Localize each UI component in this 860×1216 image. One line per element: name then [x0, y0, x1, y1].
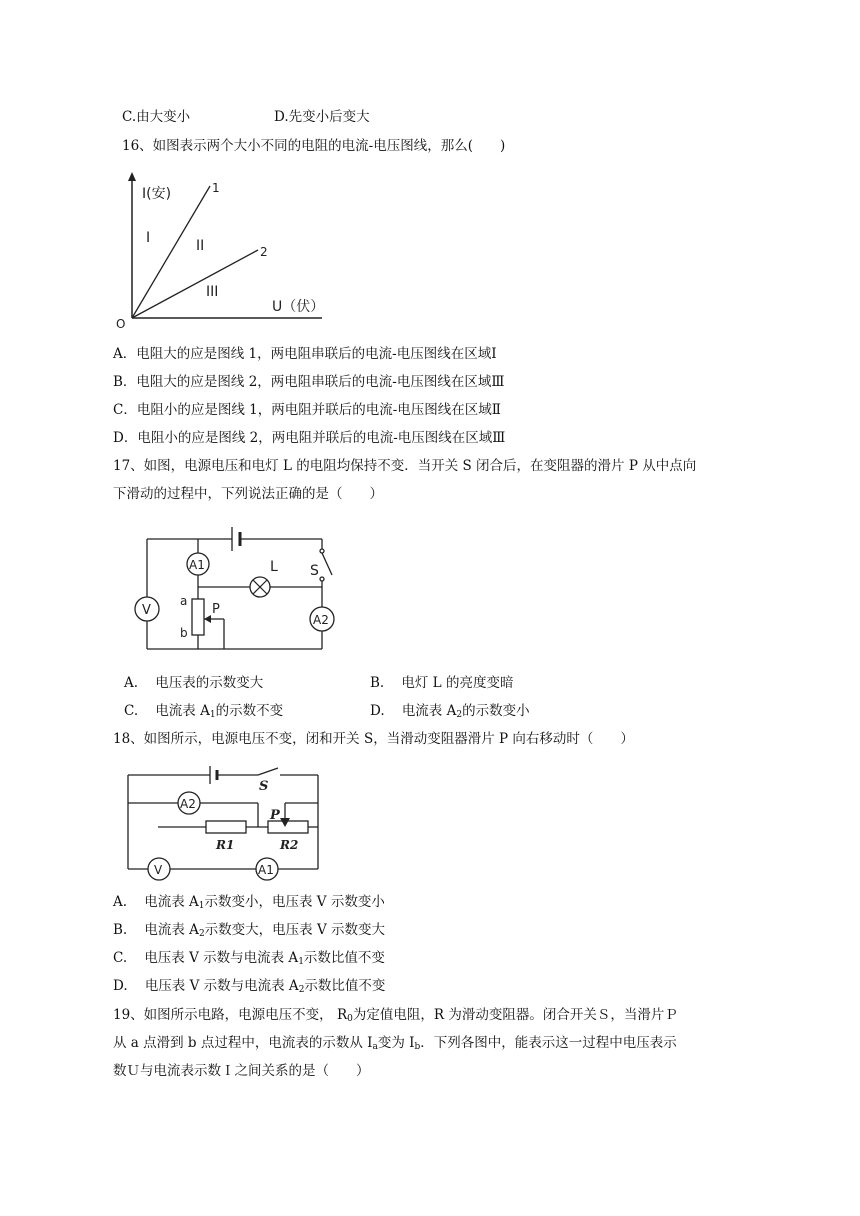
- q17-option-b-text: 电灯 L 的亮度变暗: [401, 675, 514, 691]
- q17-option-a: [124, 674, 263, 692]
- q18-voltmeter: V: [154, 863, 163, 877]
- q16-region-2: II: [196, 238, 205, 254]
- q17-option-a-text: 电压表的示数变大: [155, 675, 264, 691]
- q19-line2-text-mid: 变为 I: [377, 1035, 415, 1051]
- q16-line1-label: 1: [212, 181, 220, 195]
- q18-option-b-label: B.: [113, 922, 128, 938]
- q16-iv-graph: [112, 170, 332, 330]
- q18-option-c: [113, 949, 385, 971]
- q18-option-d-subscript: 2: [298, 985, 305, 995]
- q18-switch-label: S: [259, 779, 269, 794]
- q19-line1-text: 19、如图所示电路，电源电压不变， R: [113, 1007, 348, 1023]
- q18-option-c-subscript: 1: [298, 957, 304, 967]
- q17-slider-label: P: [212, 602, 220, 617]
- q19-line2: [113, 1034, 677, 1056]
- q17-option-c: [124, 702, 283, 724]
- q16-stem: 16、如图表示两个大小不同的电阻的电流-电压图线，那么( ): [122, 138, 506, 154]
- q19-line1: [113, 1006, 678, 1028]
- q18-slider-label: P: [270, 808, 280, 823]
- q18-option-a-text-end: 示数变小，电压表 V 示数变小: [204, 894, 385, 910]
- q19-line2-text-end: ．下列各图中，能表示这一过程中电压表示: [420, 1035, 677, 1051]
- q16-x-axis-label: U（伏）: [272, 299, 325, 315]
- q16-region-3: III: [206, 284, 219, 300]
- q18-option-d-text-end: 示数比值不变: [304, 978, 386, 994]
- q18-circuit-diagram: [118, 763, 328, 883]
- q18-ammeter-a1: A1: [258, 863, 274, 877]
- q18-r2-label: R2: [280, 838, 299, 852]
- q17-option-b-label: B.: [370, 675, 385, 691]
- q17-option-d-subscript: 2: [456, 710, 463, 720]
- q18-option-c-text: 电压表 V 示数与电流表 A: [144, 950, 299, 966]
- q17-ammeter-a1: A1: [189, 558, 205, 572]
- q16-region-1: I: [146, 230, 151, 246]
- q16-option-b: B．电阻大的应是图线 2，两电阻串联后的电流-电压图线在区域Ⅲ: [113, 374, 505, 390]
- q16-option-d: D．电阻小的应是图线 2，两电阻并联后的电流-电压图线在区域Ⅲ: [113, 430, 506, 446]
- q18-option-b-text-end: 示数变大，电压表 V 示数变大: [204, 922, 386, 938]
- q18-option-a-subscript: 1: [198, 901, 205, 911]
- q18-option-b: [113, 921, 385, 943]
- q16-y-axis-label: I(安): [142, 186, 172, 202]
- q16-line2-label: 2: [260, 245, 268, 259]
- q17-end-a: a: [180, 594, 188, 608]
- q19-line3: 数Ｕ与电流表示数Ｉ之间关系的是（ ）: [113, 1063, 370, 1079]
- q17-switch-label: S: [310, 563, 319, 579]
- q18-ammeter-a2: A2: [180, 797, 196, 811]
- q16-origin-label: O: [116, 317, 126, 330]
- q18-option-a-label: A.: [113, 894, 128, 910]
- q19-line2-text: 从 a 点滑到 b 点过程中，电流表的示数从 I: [113, 1035, 373, 1051]
- q17-option-d-text-end: 的示数变小: [462, 703, 530, 719]
- q19-ib-subscript: b: [414, 1042, 421, 1052]
- q17-stem-line2: 下滑动的过程中，下列说法正确的是（ ）: [113, 486, 383, 502]
- q17-option-a-label: A.: [124, 675, 139, 691]
- q17-option-d-label: D.: [370, 703, 385, 719]
- q17-option-d: [370, 702, 530, 724]
- q16-option-a: A．电阻大的应是图线 1，两电阻串联后的电流-电压图线在区域Ⅰ: [113, 346, 497, 362]
- q17-ammeter-a2: A2: [313, 613, 329, 627]
- q16-option-c: C．电阻小的应是图线 1，两电阻并联后的电流-电压图线在区域Ⅱ: [113, 402, 501, 418]
- q18-option-d: [113, 977, 385, 999]
- q18-option-b-subscript: 2: [198, 929, 205, 939]
- q17-lamp-label: L: [270, 559, 278, 575]
- q17-option-b: [370, 674, 513, 692]
- q18-option-b-text: 电流表 A: [144, 922, 199, 938]
- q18-option-a: [113, 893, 385, 915]
- q18-option-c-label: C.: [113, 950, 128, 966]
- q18-option-c-text-end: 示数比值不变: [303, 950, 385, 966]
- q17-option-c-text: 电流表 A: [155, 703, 210, 719]
- q18-option-d-text: 电压表 V 示数与电流表 A: [144, 978, 299, 994]
- q17-end-b: b: [180, 626, 188, 640]
- q15-option-c: C.由大变小: [122, 109, 191, 125]
- q18-stem: 18、如图所示，电源电压不变，闭和开关 S，当滑动变阻器滑片 P 向右移动时（ ）: [113, 731, 634, 747]
- q19-ia-subscript: a: [372, 1042, 378, 1052]
- q19-line1-text-end: 为定值电阻，R 为滑动变阻器。闭合开关Ｓ，当滑片Ｐ: [352, 1007, 678, 1023]
- q18-option-d-label: D.: [113, 978, 128, 994]
- q17-option-d-text: 电流表 A: [401, 703, 457, 719]
- q17-option-c-text-end: 的示数不变: [215, 703, 284, 719]
- q17-option-c-label: C.: [124, 703, 139, 719]
- q16-line-2: [132, 250, 258, 318]
- q17-option-c-subscript: 1: [209, 710, 216, 720]
- q18-r1-label: R1: [216, 838, 235, 852]
- q18-option-a-text: 电流表 A: [144, 894, 199, 910]
- q19-r0-subscript: 0: [347, 1014, 353, 1024]
- q17-stem-line1: 17、如图，电源电压和电灯 L 的电阻均保持不变．当开关 S 闭合后，在变阻器的滑片 P 从中点向: [113, 458, 697, 474]
- q17-circuit-diagram: [132, 519, 342, 654]
- q15-option-d: D.先变小后变大: [274, 109, 370, 125]
- q17-voltmeter: V: [142, 603, 151, 618]
